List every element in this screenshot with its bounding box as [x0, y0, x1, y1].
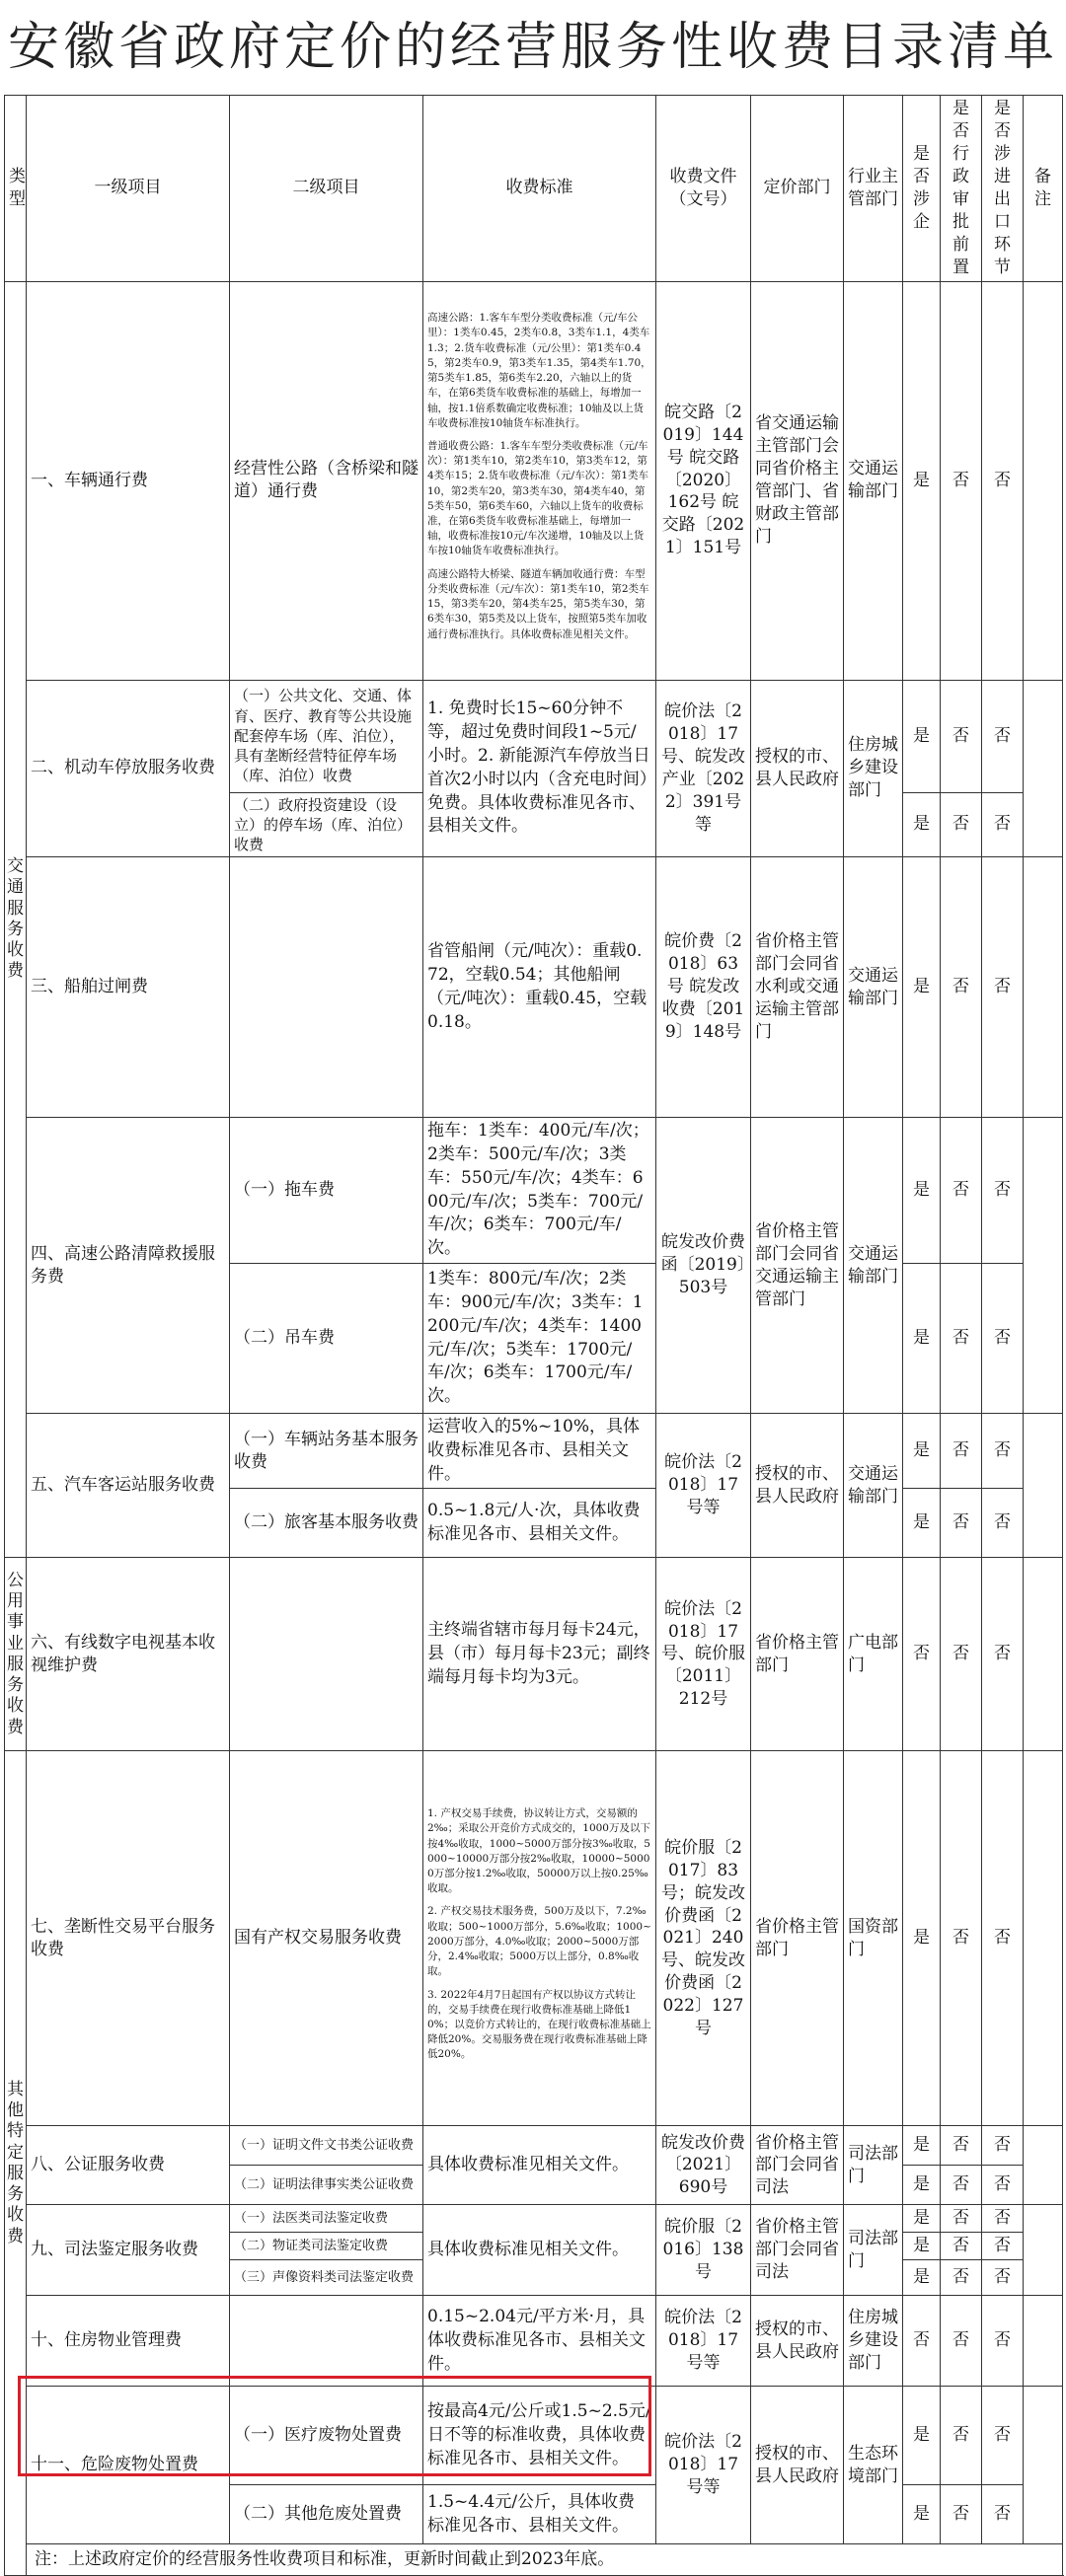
level2-cell: （二）证明法律事实类公证收费 — [230, 2166, 423, 2205]
table-row — [5, 1558, 1063, 1751]
header-pricing-dept: 定价部门 — [751, 96, 844, 282]
level2-cell — [230, 2296, 423, 2387]
pre-approval-cell: 否 — [941, 2387, 982, 2485]
import-export-cell: 否 — [982, 2296, 1024, 2387]
level1-cell: 九、司法鉴定服务收费 — [27, 2205, 230, 2296]
standard-cell: 1. 免费时长15~60分钟不等，超过免费时间段1~5元/小时。2. 新能源汽车停放当日首次2小时以内（含充电时间）免费。具体收费标准见各市、县相关文件。 — [423, 680, 656, 857]
level1-cell: 五、汽车客运站服务收费 — [27, 1414, 230, 1558]
standard-paragraph: 高速公路特大桥梁、隧道车辆加收通行费：车型分类收费标准（元/车次）：第1类车10，第2类车15，第3类车20，第4类车25，第5类车30，第6类车30，第5类及以上货车，按照第5类车加收通行费标准执行。具体收费标准见相关文件。 — [427, 567, 649, 640]
header-remarks: 备注 — [1024, 96, 1063, 282]
import-export-cell: 否 — [982, 1264, 1024, 1414]
level2-cell: （一）车辆站务基本服务收费 — [230, 1414, 423, 1489]
import-export-cell: 否 — [982, 1489, 1024, 1558]
pricing-dept-cell: 授权的市、县人民政府 — [751, 680, 844, 857]
level1-cell: 十、住房物业管理费 — [27, 2296, 230, 2387]
pricing-dept-cell: 省价格主管部门 — [751, 1751, 844, 2126]
document-cell: 皖价服〔2016〕138号 — [656, 2205, 751, 2296]
pre-approval-cell: 否 — [941, 2485, 982, 2544]
enterprise-cell: 是 — [903, 2485, 941, 2544]
document-cell: 皖价法〔2018〕17号、皖价服〔2011〕212号 — [656, 1558, 751, 1751]
enterprise-cell: 是 — [903, 1489, 941, 1558]
remarks-cell — [1024, 281, 1063, 680]
enterprise-cell: 是 — [903, 680, 941, 792]
header-industry-dept: 行业主管部门 — [844, 96, 903, 282]
enterprise-cell: 是 — [903, 281, 941, 680]
import-export-cell: 否 — [982, 1751, 1024, 2126]
pricing-dept-cell: 省价格主管部门会同省司法 — [751, 2205, 844, 2296]
enterprise-cell: 是 — [903, 2387, 941, 2485]
level2-cell: （三）声像资料类司法鉴定收费 — [230, 2260, 423, 2296]
fee-catalog-table — [4, 95, 1063, 2576]
standard-cell: 按最高4元/公斤或1.5~2.5元/日不等的标准收费，具体收费标准见各市、县相关文件。 — [423, 2387, 656, 2485]
import-export-cell: 否 — [982, 2387, 1024, 2485]
level2-cell: （二）物证类司法鉴定收费 — [230, 2233, 423, 2260]
table-row — [5, 2296, 1063, 2387]
pre-approval-cell: 否 — [941, 1489, 982, 1558]
pre-approval-cell: 否 — [941, 2126, 982, 2166]
import-export-cell: 否 — [982, 1558, 1024, 1751]
table-header-row — [5, 96, 1063, 282]
pricing-dept-cell: 省价格主管部门会同省水利或交通运输主管部门 — [751, 857, 844, 1118]
document-cell: 皖价费〔2018〕63号 皖发改收费〔2019〕148号 — [656, 857, 751, 1118]
enterprise-cell: 是 — [903, 2233, 941, 2260]
level2-cell: （二）其他危废处置费 — [230, 2485, 423, 2544]
enterprise-cell: 是 — [903, 1264, 941, 1414]
table-row — [5, 1414, 1063, 1489]
standard-cell — [423, 1751, 656, 2126]
category-public: 公用事业服务收费 — [5, 1558, 27, 1751]
standard-paragraph: 普通收费公路：1.客车车型分类收费标准（元/车次）：第1类车10，第2类车10，第3类车12，第4类车15；2.货车收费标准（元/车次）：第1类车10，第2类车20，第3类车30，第4类车40，第5类车50，第6类车60，六轴以上货车的收费标准，在第6类货车收费标准基础上，每增加一轴，收费标准按10元/车次递增，10轴及以上货车按10轴货车收费标准执行。 — [427, 439, 649, 557]
enterprise-cell: 是 — [903, 857, 941, 1118]
document-cell: 皖价服〔2017〕83号；皖发改价费函〔2021〕240号、皖发改价费函〔2022〕127号 — [656, 1751, 751, 2126]
pre-approval-cell: 否 — [941, 2166, 982, 2205]
level1-cell: 七、垄断性交易平台服务收费 — [27, 1751, 230, 2126]
document-cell: 皖交路〔2019〕144号 皖交路〔2020〕162号 皖交路〔2021〕151号 — [656, 281, 751, 680]
header-standard: 收费标准 — [423, 96, 656, 282]
enterprise-cell: 是 — [903, 1414, 941, 1489]
document-cell: 皖价法〔2018〕17号等 — [656, 2387, 751, 2544]
level2-cell: （一）公共文化、交通、体育、医疗、教育等公共设施配套停车场（库、泊位），具有垄断经营特征停车场（库、泊位）收费 — [230, 680, 423, 792]
enterprise-cell: 是 — [903, 2166, 941, 2205]
pricing-dept-cell: 授权的市、县人民政府 — [751, 1414, 844, 1558]
pre-approval-cell: 否 — [941, 2260, 982, 2296]
import-export-cell: 否 — [982, 1414, 1024, 1489]
pre-approval-cell: 否 — [941, 2233, 982, 2260]
level2-cell: 经营性公路（含桥梁和隧道）通行费 — [230, 281, 423, 680]
header-pre-approval: 是否行政审批前置 — [941, 96, 982, 282]
remarks-cell — [1024, 2126, 1063, 2205]
remarks-cell — [1024, 1558, 1063, 1751]
standard-cell: 运营收入的5%~10%，具体收费标准见各市、县相关文件。 — [423, 1414, 656, 1489]
standard-cell: 拖车：1类车：400元/车/次；2类车：500元/车/次；3类车：550元/车/次；4类车：600元/车/次；5类车：700元/车/次；6类车：700元/车/次。 — [423, 1118, 656, 1264]
level2-cell — [230, 857, 423, 1118]
pre-approval-cell: 否 — [941, 1118, 982, 1264]
enterprise-cell: 是 — [903, 1118, 941, 1264]
import-export-cell: 否 — [982, 857, 1024, 1118]
enterprise-cell: 是 — [903, 2205, 941, 2233]
pricing-dept-cell: 省价格主管部门 — [751, 1558, 844, 1751]
category-transport: 交通服务收费 — [5, 281, 27, 1558]
industry-dept-cell: 司法部门 — [844, 2126, 903, 2205]
table-row — [5, 2205, 1063, 2233]
import-export-cell: 否 — [982, 2166, 1024, 2205]
table-row — [5, 1751, 1063, 2126]
level2-cell: （一）医疗废物处置费 — [230, 2387, 423, 2485]
remarks-cell — [1024, 2387, 1063, 2544]
fee-table-wrapper — [0, 95, 1066, 2576]
pre-approval-cell: 否 — [941, 1264, 982, 1414]
import-export-cell: 否 — [982, 2126, 1024, 2166]
industry-dept-cell: 交通运输部门 — [844, 281, 903, 680]
standard-cell: 具体收费标准见相关文件。 — [423, 2205, 656, 2296]
document-cell: 皖发改价费〔2021〕690号 — [656, 2126, 751, 2205]
enterprise-cell: 是 — [903, 1751, 941, 2126]
pre-approval-cell: 否 — [941, 2296, 982, 2387]
level2-cell: 国有产权交易服务收费 — [230, 1751, 423, 2126]
standard-cell: 主终端省辖市每月每卡24元，县（市）每月每卡23元；副终端每月每卡均为3元。 — [423, 1558, 656, 1751]
industry-dept-cell: 国资部门 — [844, 1751, 903, 2126]
standard-paragraph: 1. 产权交易手续费，协议转让方式，交易额的2‰；采取公开竞价方式成交的，1000万及以下按4‰收取，1000~5000万部分按3‰收取，5000~10000万部分按2‰收取，10000~50000万部分按1.2‰收取，50000万以上按0.25‰收取。 — [427, 1807, 650, 1895]
industry-dept-cell: 生态环境部门 — [844, 2387, 903, 2544]
pre-approval-cell: 否 — [941, 857, 982, 1118]
level1-cell: 二、机动车停放服务收费 — [27, 680, 230, 857]
standard-cell — [423, 281, 656, 680]
standard-cell: 0.15~2.04元/平方米·月，具体收费标准见各市、县相关文件。 — [423, 2296, 656, 2387]
level1-cell: 四、高速公路清障救援服务费 — [27, 1118, 230, 1414]
pre-approval-cell: 否 — [941, 1414, 982, 1489]
standard-cell: 0.5~1.8元/人·次，具体收费标准见各市、县相关文件。 — [423, 1489, 656, 1558]
import-export-cell: 否 — [982, 2205, 1024, 2233]
industry-dept-cell: 司法部门 — [844, 2205, 903, 2296]
level1-cell: 一、车辆通行费 — [27, 281, 230, 680]
remarks-cell — [1024, 2296, 1063, 2387]
industry-dept-cell: 交通运输部门 — [844, 857, 903, 1118]
footnote: 注：上述政府定价的经营服务性收费项目和标准，更新时间截止到2023年底。 — [27, 2544, 1063, 2576]
enterprise-cell: 是 — [903, 2126, 941, 2166]
document-cell: 皖发改价费函〔2019〕503号 — [656, 1118, 751, 1414]
footnote-row — [5, 2544, 1063, 2576]
pricing-dept-cell: 授权的市、县人民政府 — [751, 2387, 844, 2544]
table-row — [5, 2387, 1063, 2485]
level1-cell: 八、公证服务收费 — [27, 2126, 230, 2205]
header-import-export: 是否涉进出口环节 — [982, 96, 1024, 282]
import-export-cell: 否 — [982, 2233, 1024, 2260]
page-title: 安徽省政府定价的经营服务性收费目录清单 — [7, 18, 1058, 77]
standard-paragraph: 2. 产权交易技术服务费，500万及以下，7.2‰收取；500~1000万部分，5.6‰收取；1000~2000万部分，4.0‰收取；2000~5000万部分，2.4‰收取；5000万以上部分，0.8‰收取。 — [427, 1905, 651, 1978]
standard-cell: 1类车：800元/车/次；2类车：900元/车/次；3类车：1200元/车/次；4类车：1400元/车/次；5类车：1700元/车/次；6类车：1700元/车/次。 — [423, 1264, 656, 1414]
standard-paragraph: 高速公路：1.客车车型分类收费标准（元/车公里）：1类车0.45，2类车0.8，3类车1.1，4类车1.3；2.货车收费标准（元/公里）：第1类车0.45，第2类车0.9，第3类车1.35，第4类车1.70，第5类车1.85，第6类车2.20，六轴以上的货车，在第6类货车收费标准的基础上，每增加一轴，按1.1倍系数确定收费标准；10轴及以上货车收费标准按10轴货车标准执行。 — [427, 312, 651, 429]
pre-approval-cell: 否 — [941, 680, 982, 792]
pricing-dept-cell: 省价格主管部门会同省交通运输主管部门 — [751, 1118, 844, 1414]
level2-cell — [230, 1558, 423, 1751]
pricing-dept-cell: 省价格主管部门会同省司法 — [751, 2126, 844, 2205]
remarks-cell — [1024, 1414, 1063, 1558]
import-export-cell: 否 — [982, 2485, 1024, 2544]
level2-cell: （一）法医类司法鉴定收费 — [230, 2205, 423, 2233]
level2-cell: （二）政府投资建设（设立）的停车场（库、泊位）收费 — [230, 792, 423, 857]
category-other: 其他特定服务收费 — [5, 1751, 27, 2576]
pre-approval-cell: 否 — [941, 1558, 982, 1751]
import-export-cell: 否 — [982, 1118, 1024, 1264]
document-cell: 皖价法〔2018〕17号等 — [656, 1414, 751, 1558]
enterprise-cell: 是 — [903, 792, 941, 857]
standard-cell: 1.5~4.4元/公斤，具体收费标准见各市、县相关文件。 — [423, 2485, 656, 2544]
header-involves-enterprise: 是否涉企 — [903, 96, 941, 282]
header-type: 类型 — [5, 96, 27, 282]
import-export-cell: 否 — [982, 792, 1024, 857]
level1-cell: 六、有线数字电视基本收视维护费 — [27, 1558, 230, 1751]
level2-cell: （二）旅客基本服务收费 — [230, 1489, 423, 1558]
remarks-cell — [1024, 1751, 1063, 2126]
remarks-cell — [1024, 1118, 1063, 1414]
table-row — [5, 1118, 1063, 1264]
import-export-cell: 否 — [982, 281, 1024, 680]
table-row — [5, 680, 1063, 792]
table-row — [5, 281, 1063, 680]
remarks-cell — [1024, 857, 1063, 1118]
pre-approval-cell: 否 — [941, 281, 982, 680]
standard-cell: 省管船闸（元/吨次）：重载0.72，空载0.54；其他船闸（元/吨次）：重载0.45，空载0.18。 — [423, 857, 656, 1118]
header-level1: 一级项目 — [27, 96, 230, 282]
level2-cell: （一）证明文件文书类公证收费 — [230, 2126, 423, 2166]
pre-approval-cell: 否 — [941, 792, 982, 857]
level2-cell: （一）拖车费 — [230, 1118, 423, 1264]
industry-dept-cell: 交通运输部门 — [844, 1118, 903, 1414]
document-cell: 皖价法〔2018〕17号、皖发改产业〔2022〕391号等 — [656, 680, 751, 857]
level1-cell: 十一、危险废物处置费 — [27, 2387, 230, 2544]
pre-approval-cell: 否 — [941, 2205, 982, 2233]
level2-cell: （二）吊车费 — [230, 1264, 423, 1414]
pre-approval-cell: 否 — [941, 1751, 982, 2126]
import-export-cell: 否 — [982, 680, 1024, 792]
enterprise-cell: 否 — [903, 2296, 941, 2387]
pricing-dept-cell: 授权的市、县人民政府 — [751, 2296, 844, 2387]
level1-cell: 三、船舶过闸费 — [27, 857, 230, 1118]
standard-paragraph: 3. 2022年4月7日起国有产权以协议方式转让的，交易手续费在现行收费标准基础上降低10%；以竞价方式转让的，在现行收费标准基础上降低20%。交易服务费在现行收费标准基础上降低20%。 — [427, 1988, 651, 2061]
table-row — [5, 857, 1063, 1118]
industry-dept-cell: 交通运输部门 — [844, 1414, 903, 1558]
industry-dept-cell: 住房城乡建设部门 — [844, 680, 903, 857]
table-row — [5, 2126, 1063, 2166]
pricing-dept-cell: 省交通运输主管部门会同省价格主管部门、省财政主管部门 — [751, 281, 844, 680]
standard-cell: 具体收费标准见相关文件。 — [423, 2126, 656, 2205]
enterprise-cell: 是 — [903, 2260, 941, 2296]
header-level2: 二级项目 — [230, 96, 423, 282]
document-cell: 皖价法〔2018〕17号等 — [656, 2296, 751, 2387]
enterprise-cell: 否 — [903, 1558, 941, 1751]
remarks-cell — [1024, 2205, 1063, 2296]
remarks-cell — [1024, 680, 1063, 857]
industry-dept-cell: 住房城乡建设部门 — [844, 2296, 903, 2387]
industry-dept-cell: 广电部门 — [844, 1558, 903, 1751]
import-export-cell: 否 — [982, 2260, 1024, 2296]
header-document: 收费文件（文号） — [656, 96, 751, 282]
